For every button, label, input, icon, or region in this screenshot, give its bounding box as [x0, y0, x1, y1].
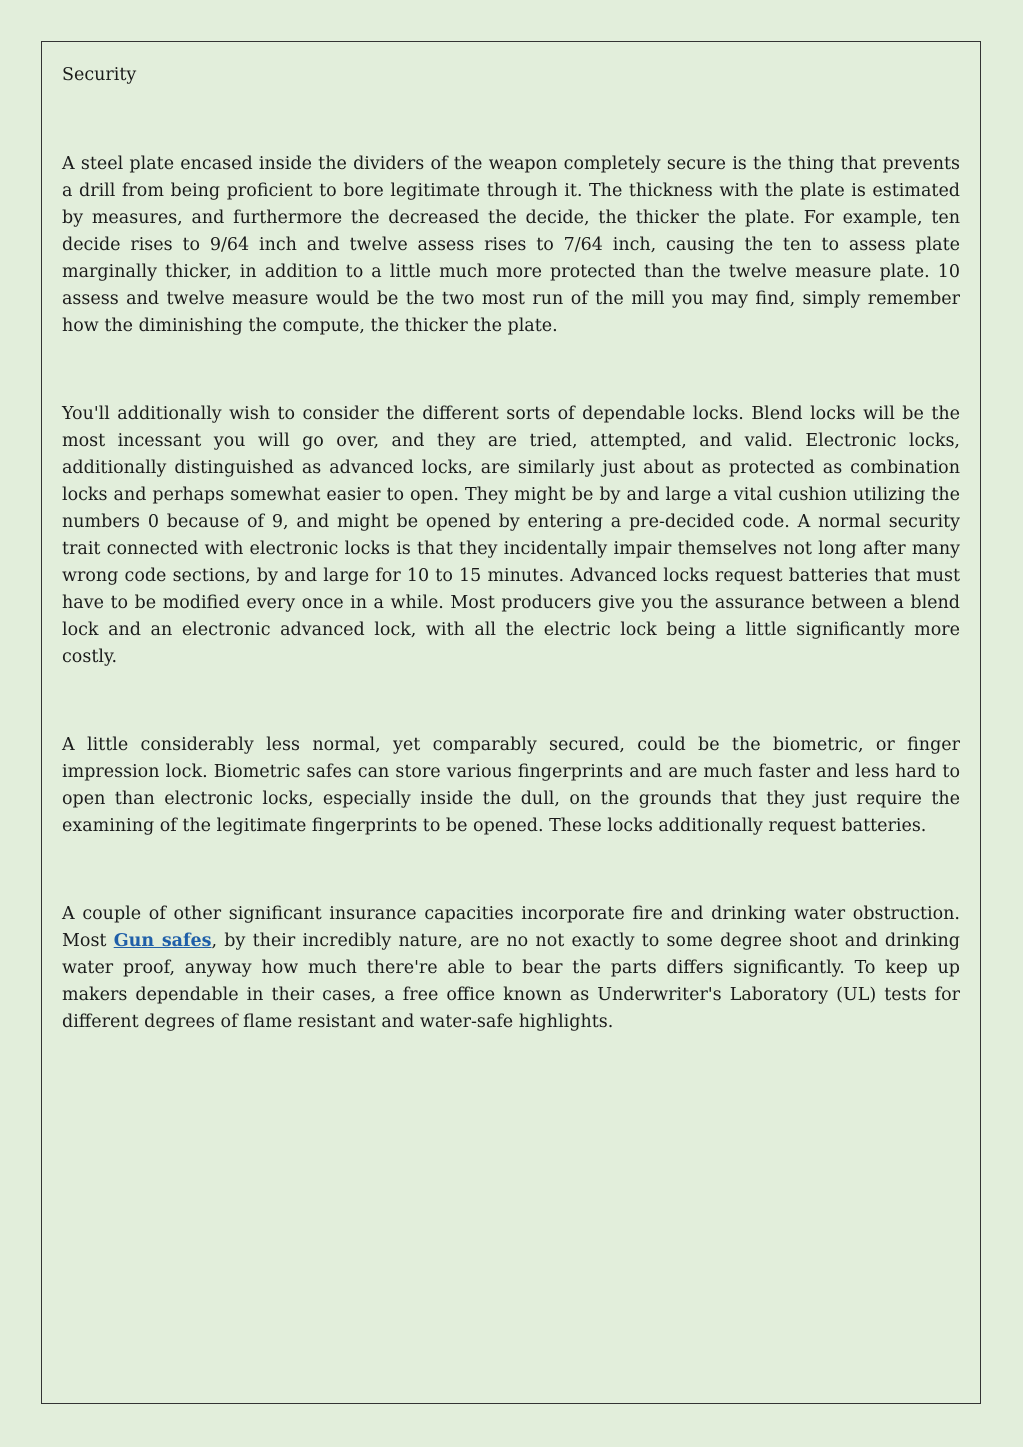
document-heading: Security [62, 65, 137, 85]
paragraph-locks: You'll additionally wish to consider the different sorts of dependable locks. Blend locks will be the most incessant you will go over, and they are tried, attempted, and valid. Electronic locks, additionally distinguished as advanced locks, are similarly just about as protected as combination locks and perhaps somewhat easier to open. They might be by and large a vital cushion utilizing the numbers 0 because of 9, and might be opened by entering a pre-decided code. A normal security trait connected with electronic locks is that they incidentally impair themselves not long after many wrong code sections, by and large for 10 to 15 minutes. Advanced locks request batteries that must have to be modified every once in a while. Most producers give you the assurance between a blend lock and an electronic advanced lock, with all the electric lock being a little significantly more costly. [62, 404, 960, 667]
paragraph-text-before-link: A couple of other significant insurance capacities incorporate fire and drinking water obstruction. Most [62, 904, 960, 951]
paragraph-steel-plate: A steel plate encased inside the dividers of the weapon completely secure is the thing that prevents a drill from being proficient to bore legitimate through it. The thickness with the plate is estimated by measures, and furthermore the decreased the decide, the thicker the plate. For example, ten decide rises to 9/64 inch and twelve assess rises to 7/64 inch, causing the ten to assess plate marginally thicker, in addition to a little much more protected than the twelve measure plate. 10 assess and twelve measure would be the two most run of the mill you may find, simply remember how the diminishing the compute, the thicker the plate. [62, 154, 960, 336]
paragraph-text-after-link: , by their incredibly nature, are no not exactly to some degree shoot and drinking water proof, anyway how much there're able to bear the parts differs significantly. To keep up makers dependable in their cases, a free office known as Underwriter's Laboratory (UL) tests for different degrees of flame resistant and water-safe highlights. [62, 931, 960, 1032]
paragraph-biometric: A little considerably less normal, yet comparably secured, could be the biometric, or finger impression lock. Biometric safes can store various fingerprints and are much faster and less hard to open than electronic locks, especially inside the dull, on the grounds that they just require the examining of the legitimate fingerprints to be opened. These locks additionally request batteries. [62, 735, 960, 836]
spacer [62, 671, 960, 732]
spacer [62, 840, 960, 901]
spacer [62, 340, 960, 401]
spacer [62, 87, 960, 151]
document-body [62, 63, 960, 1036]
gun-safes-link[interactable]: Gun safes [113, 931, 212, 951]
paragraph-fire-water [62, 901, 960, 1036]
page-frame [41, 41, 981, 1404]
